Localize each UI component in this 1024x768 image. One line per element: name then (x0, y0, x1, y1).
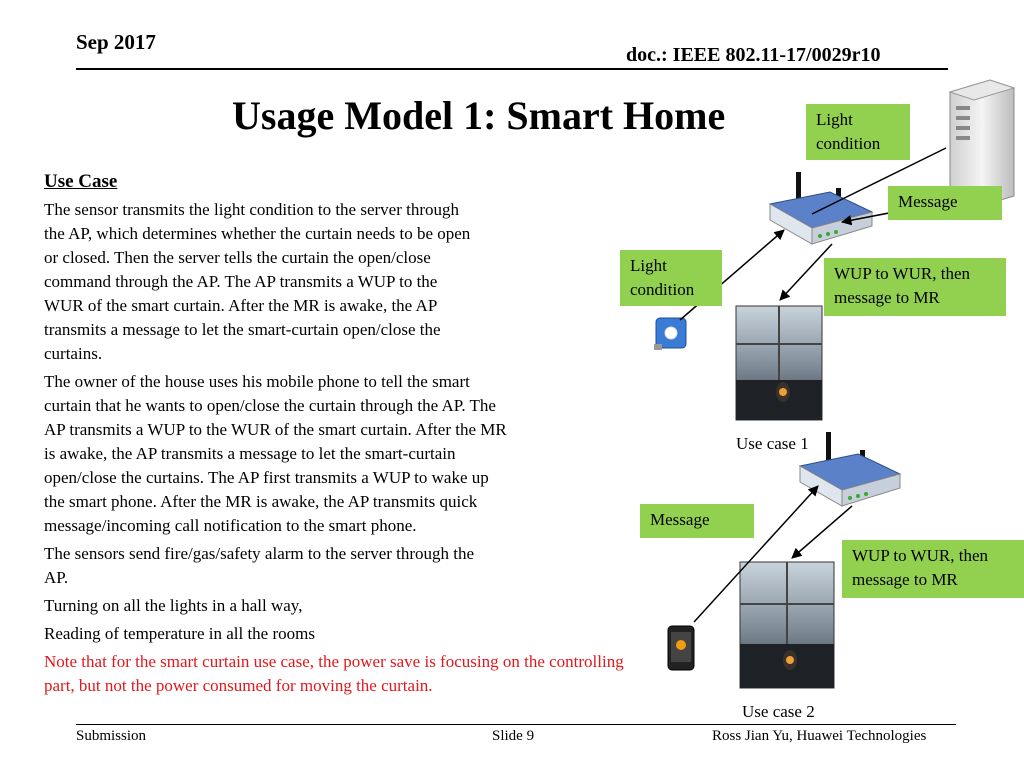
footer-slide-number: Slide 9 (492, 728, 535, 744)
label-message-phone: Message (640, 504, 754, 538)
use-case-heading: Use Case (44, 171, 118, 192)
access-point-icon (800, 432, 900, 506)
footer-author: Ross Jian Yu, Huawei Technologies (712, 728, 927, 744)
label-wup-case-2: WUP to WUR, then message to MR (842, 540, 1024, 598)
caption-use-case-1: Use case 1 (736, 434, 809, 453)
header-doc-id: doc.: IEEE 802.11-17/0029r10 (626, 44, 881, 66)
header-date: Sep 2017 (76, 30, 156, 54)
mobile-phone-icon (668, 626, 694, 670)
slide-title: Usage Model 1: Smart Home (232, 93, 726, 138)
paragraph-3: The sensors send fire/gas/safety alarm to the server through the AP. (44, 544, 475, 587)
paragraph-1: The sensor transmits the light condition to the server through the AP, which determines whether the curtain needs to be open or closed. Then the server tells the curtain the open/close command through the AP. The AP transmits a WUP to the WUR of the smart curtain. After the MR is awake, the AP transmits a message to let the smart-curtain open/close the curtains. (44, 200, 471, 363)
paragraph-5: Reading of temperature in all the rooms (44, 624, 315, 643)
label-wup-case-1: WUP to WUR, then message to MR (824, 258, 1006, 316)
power-save-note: Note that for the smart curtain use case, the power save is focusing on the controlling part, but not the power consumed for moving the curtain. (44, 652, 624, 695)
footer-divider (76, 724, 956, 725)
paragraph-4: Turning on all the lights in a hall way, (44, 596, 303, 615)
paragraph-2: The owner of the house uses his mobile phone to tell the smart curtain that he wants to open/close the curtain through the AP. The AP transmits a WUP to the WUR of the smart curtain. After the MR is awake, the AP transmits a message to let the smart-curtain open/close the curtains. The AP first transmits a WUP to wake up the smart phone. After the MR is awake, the AP transmits quick message/incoming call notification to the smart phone. (44, 372, 507, 535)
caption-use-case-2: Use case 2 (742, 702, 815, 721)
label-light-condition-server: Light condition (806, 104, 910, 160)
smart-curtain-image (736, 306, 822, 420)
label-message-server: Message (888, 186, 1002, 220)
light-sensor-icon (654, 318, 686, 350)
footer-submission: Submission (76, 728, 147, 744)
label-light-condition-sensor: Light condition (620, 250, 722, 306)
smart-curtain-image (740, 562, 834, 688)
access-point-icon (770, 172, 872, 244)
